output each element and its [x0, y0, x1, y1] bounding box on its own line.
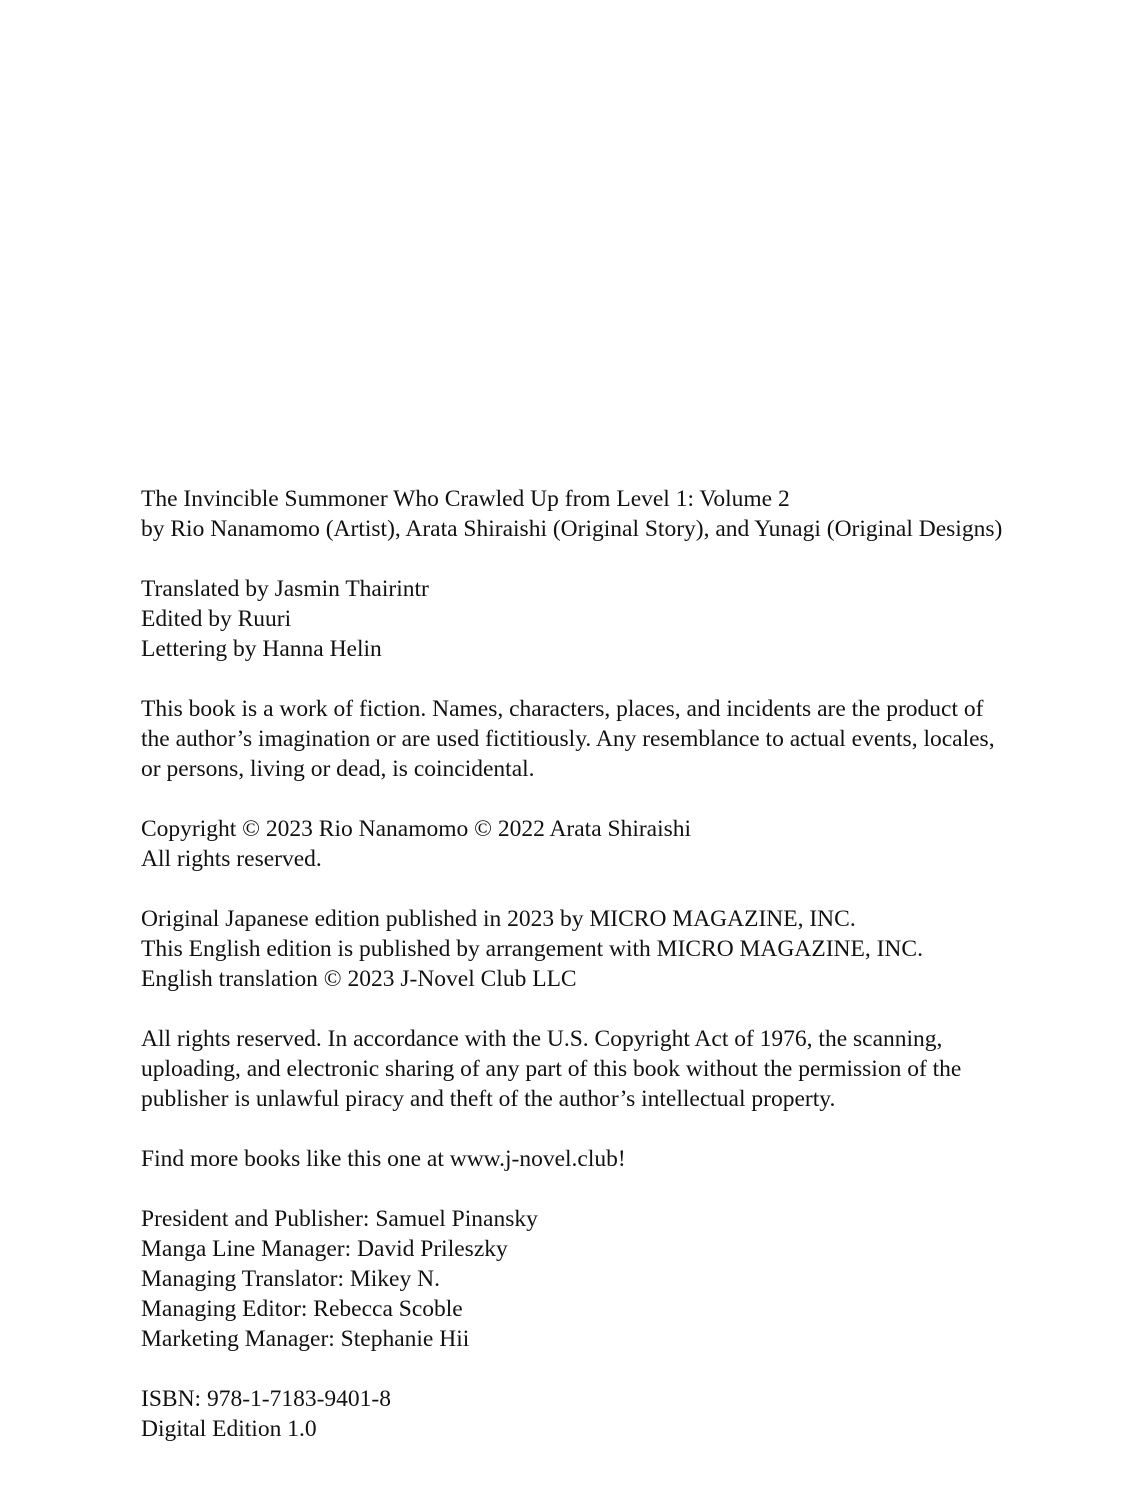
publisher-staff: [141, 1204, 1101, 1354]
copyright-block: [141, 814, 1101, 874]
book-title: The Invincible Summoner Who Crawled Up from Level 1: Volume 2: [141, 486, 790, 512]
book-authors: by Rio Nanamomo (Artist), Arata Shiraishi (Original Story), and Yunagi (Original Designs): [141, 516, 1003, 542]
fiction-notice-line: the author’s imagination or are used fictitiously. Any resemblance to actual events, locales,: [141, 726, 995, 752]
rights-notice: [141, 1024, 1101, 1114]
fiction-notice-line: or persons, living or dead, is coincidental.: [141, 756, 535, 782]
title-block: [141, 484, 1101, 544]
edition-version-line: Digital Edition 1.0: [141, 1416, 317, 1442]
fiction-notice-line: This book is a work of fiction. Names, characters, places, and incidents are the product of: [141, 696, 984, 722]
rights-notice-line: publisher is unlawful piracy and theft of the author’s intellectual property.: [141, 1086, 836, 1112]
rights-notice-line: uploading, and electronic sharing of any part of this book without the permission of the: [141, 1056, 962, 1082]
isbn-line: ISBN: 978-1-7183-9401-8: [141, 1386, 391, 1412]
credits-page: [141, 484, 1101, 1474]
fiction-notice: [141, 694, 1101, 784]
marketing-manager-credit: Marketing Manager: Stephanie Hii: [141, 1326, 470, 1352]
lettering-credit: Lettering by Hanna Helin: [141, 636, 382, 662]
staff-block: [141, 574, 1101, 664]
translation-copyright-line: English translation © 2023 J-Novel Club LLC: [141, 966, 577, 992]
english-edition-line: This English edition is published by arrangement with MICRO MAGAZINE, INC.: [141, 936, 923, 962]
editor-credit: Edited by Ruuri: [141, 606, 292, 632]
managing-editor-credit: Managing Editor: Rebecca Scoble: [141, 1296, 463, 1322]
rights-notice-line: All rights reserved. In accordance with the U.S. Copyright Act of 1976, the scanning,: [141, 1026, 943, 1052]
managing-translator-credit: Managing Translator: Mikey N.: [141, 1266, 440, 1292]
website-line: Find more books like this one at www.j-novel.club!: [141, 1146, 626, 1172]
publisher-credit: President and Publisher: Samuel Pinansky: [141, 1206, 538, 1232]
website-block: [141, 1144, 1101, 1174]
original-edition-line: Original Japanese edition published in 2023 by MICRO MAGAZINE, INC.: [141, 906, 856, 932]
copyright-line: Copyright © 2023 Rio Nanamomo © 2022 Arata Shiraishi: [141, 816, 692, 842]
edition-block: [141, 904, 1101, 994]
manga-line-manager-credit: Manga Line Manager: David Prileszky: [141, 1236, 508, 1262]
rights-reserved-line: All rights reserved.: [141, 846, 322, 872]
isbn-block: [141, 1384, 1101, 1444]
translator-credit: Translated by Jasmin Thairintr: [141, 576, 429, 602]
